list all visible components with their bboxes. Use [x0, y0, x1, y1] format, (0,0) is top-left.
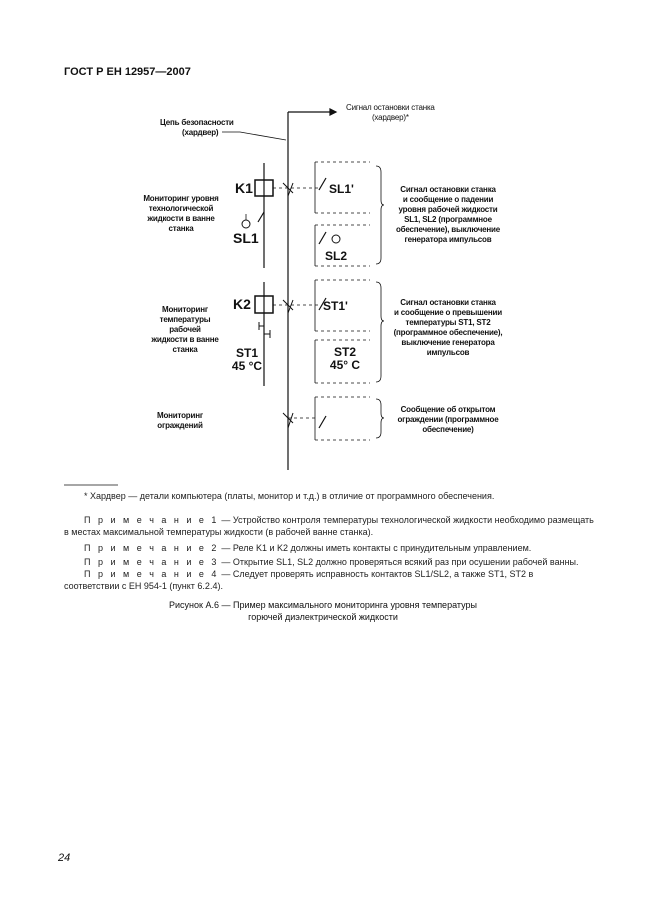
relay-k1-label: K1 — [235, 180, 253, 196]
bracket-sl-icon — [376, 166, 384, 264]
float-sl1-icon — [242, 220, 250, 228]
switch-sl1-icon — [258, 212, 264, 222]
switch-sl2-icon — [319, 232, 326, 244]
contact-sl2-label: SL2 — [325, 249, 348, 263]
switch-guard-icon — [319, 416, 326, 428]
monitor-guard-label: Мониторинг ограждений — [157, 411, 203, 430]
stop-signal-label: Сигнал остановки станка (хардвер)* — [346, 103, 435, 122]
figure-caption: Рисунок А.6 — Пример максимального мониторинга уровня температуры горючей диэлектрической жидкости — [169, 600, 477, 622]
contact-sl1-label: SL1 — [233, 230, 259, 246]
page-number: 24 — [58, 852, 71, 864]
document-header: ГОСТ Р ЕН 12957—2007 — [64, 66, 191, 78]
contact-st1-label: ST1 45 °C — [231, 346, 263, 373]
monitor-temp-label: Мониторинг температуры рабочей жидкости в ванне станка — [151, 305, 219, 354]
monitor-level-label: Мониторинг уровня технологической жидкости в ванне станка — [143, 194, 219, 233]
safety-circuit-label: Цепь безопасности (хардвер) — [160, 118, 234, 137]
signal-level-label: Сигнал остановки станка и сообщение о падении уровня рабочей жидкости SL1, SL2 (программное обеспечение), выключение генератора импульсов — [395, 185, 501, 244]
bracket-guard-icon — [376, 399, 384, 438]
thermo-st1-icon — [259, 326, 270, 334]
contact-st2-label: ST2 45° C — [329, 345, 361, 372]
signal-temp-label: Сигнал остановки станка и сообщение о превышении температуры ST1, ST2 (программное обеспечение), выключение генератора импульсов — [393, 298, 503, 357]
arrow-head-icon — [330, 109, 336, 115]
signal-guard-label: Сообщение об открытом ограждении (программное обеспечение) — [397, 405, 499, 434]
relay-k2-label: K2 — [233, 296, 251, 312]
contact-st1-prime-label: ST1' — [323, 299, 348, 313]
contact-sl1-prime-label: SL1' — [329, 182, 354, 196]
switch-sl1-prime-icon — [319, 178, 326, 190]
float-sl2-icon — [332, 235, 340, 243]
